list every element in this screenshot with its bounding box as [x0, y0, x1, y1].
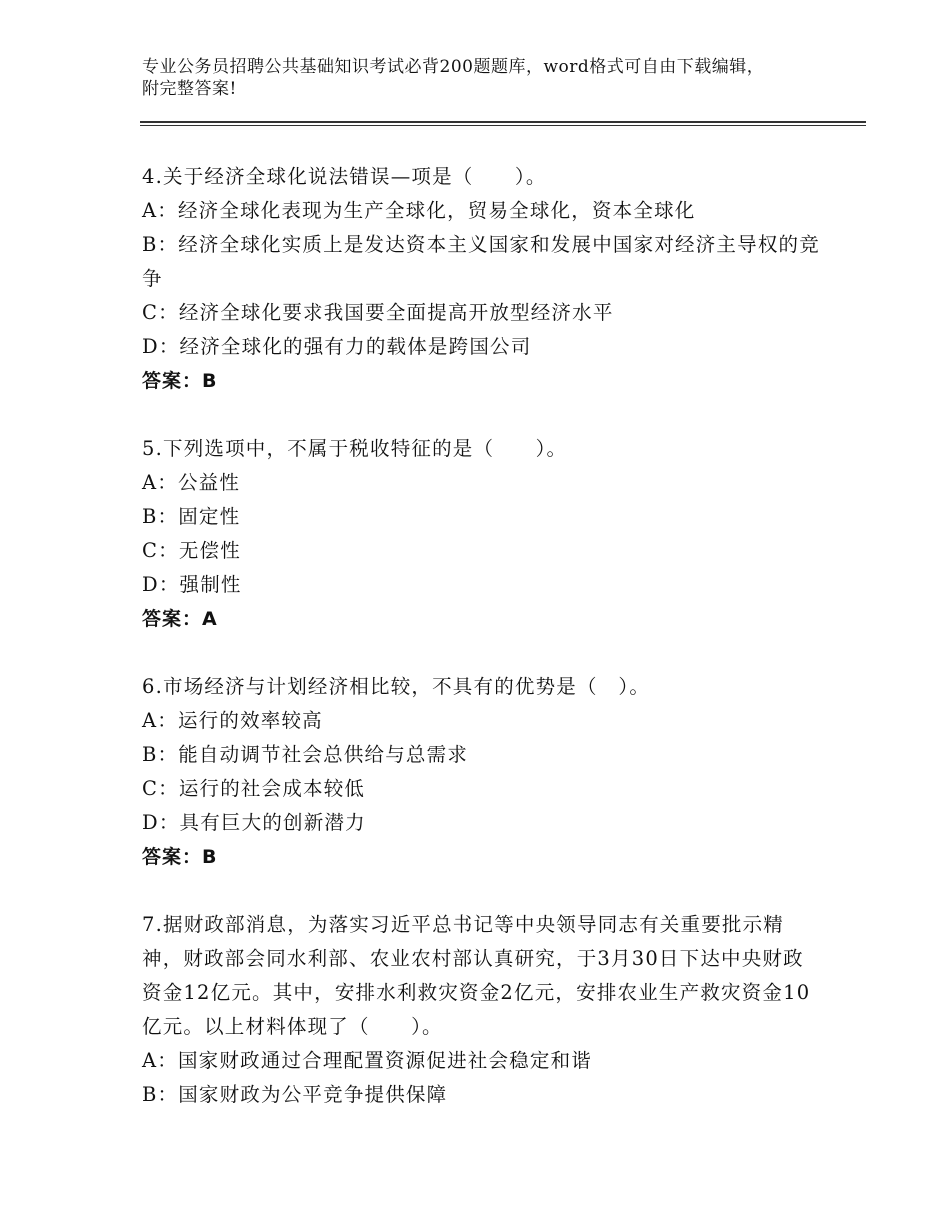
header-rule-thin [140, 125, 866, 126]
option-a: A：国家财政通过合理配置资源促进社会稳定和谐 [142, 1049, 592, 1072]
question-list [142, 160, 822, 1146]
question-text: 6.市场经济与计划经济相比较，不具有的优势是（ ）。 [142, 675, 651, 698]
document-header [142, 56, 842, 100]
question-5 [142, 432, 822, 636]
answer: 答案：B [142, 846, 218, 868]
option-b: B：固定性 [142, 505, 241, 528]
option-c: C：经济全球化要求我国要全面提高开放型经济水平 [142, 301, 614, 324]
option-c: C：运行的社会成本较低 [142, 777, 366, 800]
option-d: D：强制性 [142, 573, 242, 596]
question-6 [142, 670, 822, 874]
answer: 答案：A [142, 608, 218, 630]
option-b: B：经济全球化实质上是发达资本主义国家和发展中国家对经济主导权的竞争 [142, 233, 820, 290]
option-b: B：能自动调节社会总供给与总需求 [142, 743, 469, 766]
header-line-2: 附完整答案! [142, 79, 237, 99]
option-a: A：经济全球化表现为生产全球化，贸易全球化，资本全球化 [142, 199, 696, 222]
question-text: 5.下列选项中，不属于税收特征的是（ ）。 [142, 437, 568, 460]
header-rule [140, 121, 866, 123]
option-d: D：具有巨大的创新潜力 [142, 811, 366, 834]
header-line-1: 专业公务员招聘公共基础知识考试必背200题题库，word格式可自由下载编辑， [142, 57, 765, 77]
option-a: A：运行的效率较高 [142, 709, 323, 732]
option-d: D：经济全球化的强有力的载体是跨国公司 [142, 335, 532, 358]
question-7 [142, 908, 822, 1112]
answer: 答案：B [142, 370, 218, 392]
question-4 [142, 160, 822, 398]
question-text: 4.关于经济全球化说法错误—项是（ ）。 [142, 165, 547, 188]
option-c: C：无偿性 [142, 539, 241, 562]
option-b: B：国家财政为公平竞争提供保障 [142, 1083, 448, 1106]
option-a: A：公益性 [142, 471, 241, 494]
question-text: 7.据财政部消息，为落实习近平总书记等中央领导同志有关重要批示精神，财政部会同水利部、农业农村部认真研究，于3月30日下达中央财政资金12亿元。其中，安排水利救灾资金2亿元，安排农业生产救灾资金10亿元。以上材料体现了（ ）。 [142, 913, 811, 1038]
